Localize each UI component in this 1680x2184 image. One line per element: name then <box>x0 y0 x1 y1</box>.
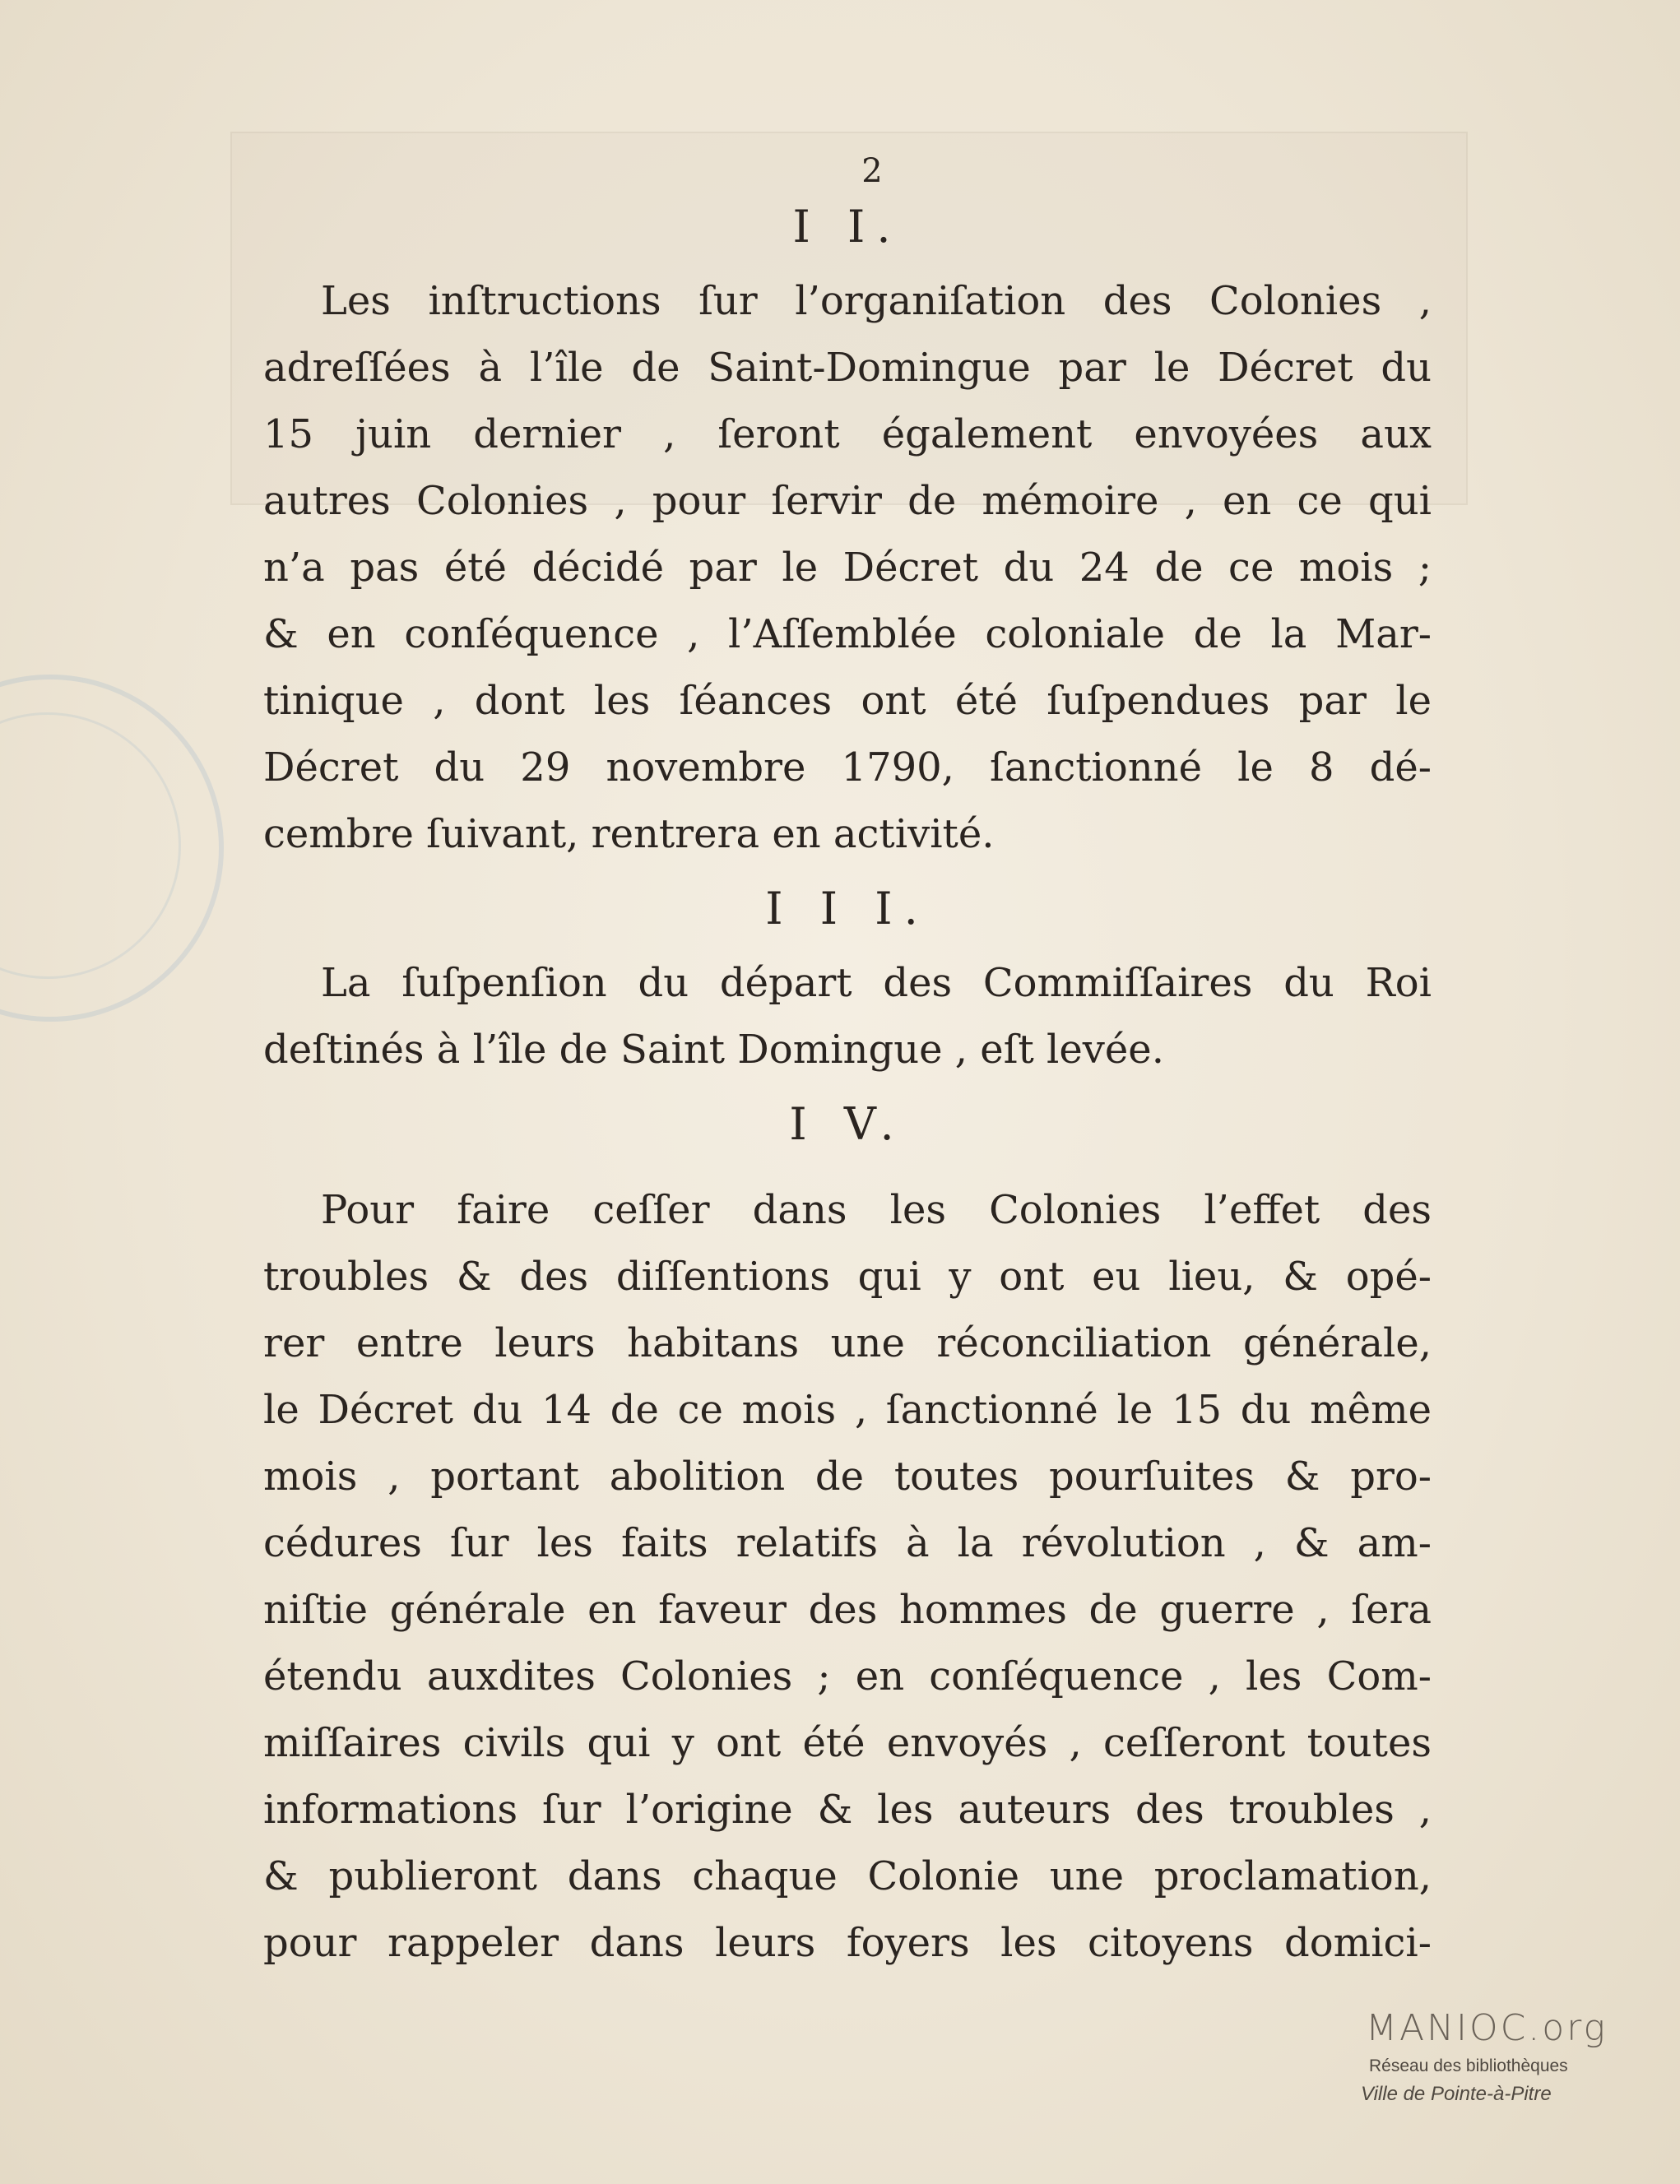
paragraph-line: tinique , dont les ſéances ont été ſuſpendues par le <box>263 678 1432 724</box>
paragraph-line: troubles & des diſſentions qui y ont eu lieu, & opé- <box>263 1254 1432 1300</box>
paragraph-line: autres Colonies , pour ſervir de mémoire , en ce qui <box>263 478 1432 524</box>
paragraph-line: étendu auxdites Colonies ; en conſéquence , les Com- <box>263 1653 1432 1699</box>
paragraph-line: informations ſur l’origine & les auteurs des troubles , <box>263 1787 1432 1833</box>
page-number: 2 <box>861 152 883 190</box>
section-heading-4: I V. <box>789 1098 906 1150</box>
section-heading-2: I I. <box>792 201 903 253</box>
manioc-logo-text: MANIOC.org <box>1366 2007 1608 2049</box>
library-city-caption: Ville de Pointe-à-Pitre <box>1361 2083 1552 2105</box>
paragraph-line: le Décret du 14 de ce mois , ſanctionné le 15 du même <box>263 1387 1432 1433</box>
library-network-caption: Réseau des bibliothèques <box>1369 2056 1568 2075</box>
paragraph-line: Pour faire ceſſer dans les Colonies l’effet des <box>321 1187 1432 1233</box>
section-heading-3: I I I. <box>765 883 930 934</box>
paragraph-line: La ſuſpenſion du départ des Commiſſaires du Roi <box>321 960 1432 1006</box>
paragraph-line: miſſaires civils qui y ont été envoyés , ceſſeront toutes <box>263 1720 1432 1766</box>
paragraph-line: n’a pas été décidé par le Décret du 24 de ce mois ; <box>263 545 1432 591</box>
paragraph-line: deſtinés à l’île de Saint Domingue , eſt levée. <box>263 1027 1164 1073</box>
paragraph-line: 15 juin dernier , ſeront également envoyées aux <box>263 411 1432 457</box>
paragraph-line: & publieront dans chaque Colonie une proclamation, <box>263 1853 1432 1899</box>
paragraph-line: niſtie générale en faveur des hommes de guerre , ſera <box>263 1587 1432 1633</box>
library-stamp <box>0 675 224 1022</box>
paragraph-line: & en conſéquence , l’Aſſemblée coloniale de la Mar- <box>263 611 1432 657</box>
paragraph-line: mois , portant abolition de toutes pourſuites & pro- <box>263 1454 1432 1500</box>
paragraph-line: pour rappeler dans leurs foyers les citoyens domici- <box>263 1920 1432 1966</box>
paragraph-line: cédures ſur les faits relatifs à la révolution , & am- <box>263 1520 1432 1566</box>
paragraph-line: Les inſtructions ſur l’organiſation des Colonies , <box>321 278 1432 324</box>
paragraph-line: adreſſées à l’île de Saint-Domingue par le Décret du <box>263 345 1432 391</box>
paragraph-line: rer entre leurs habitans une réconciliation générale, <box>263 1320 1432 1366</box>
paragraph-line: Décret du 29 novembre 1790, ſanctionné le 8 dé- <box>263 744 1432 791</box>
paragraph-line: cembre ſuivant, rentrera en activité. <box>263 811 995 857</box>
document-body <box>263 148 1432 1977</box>
